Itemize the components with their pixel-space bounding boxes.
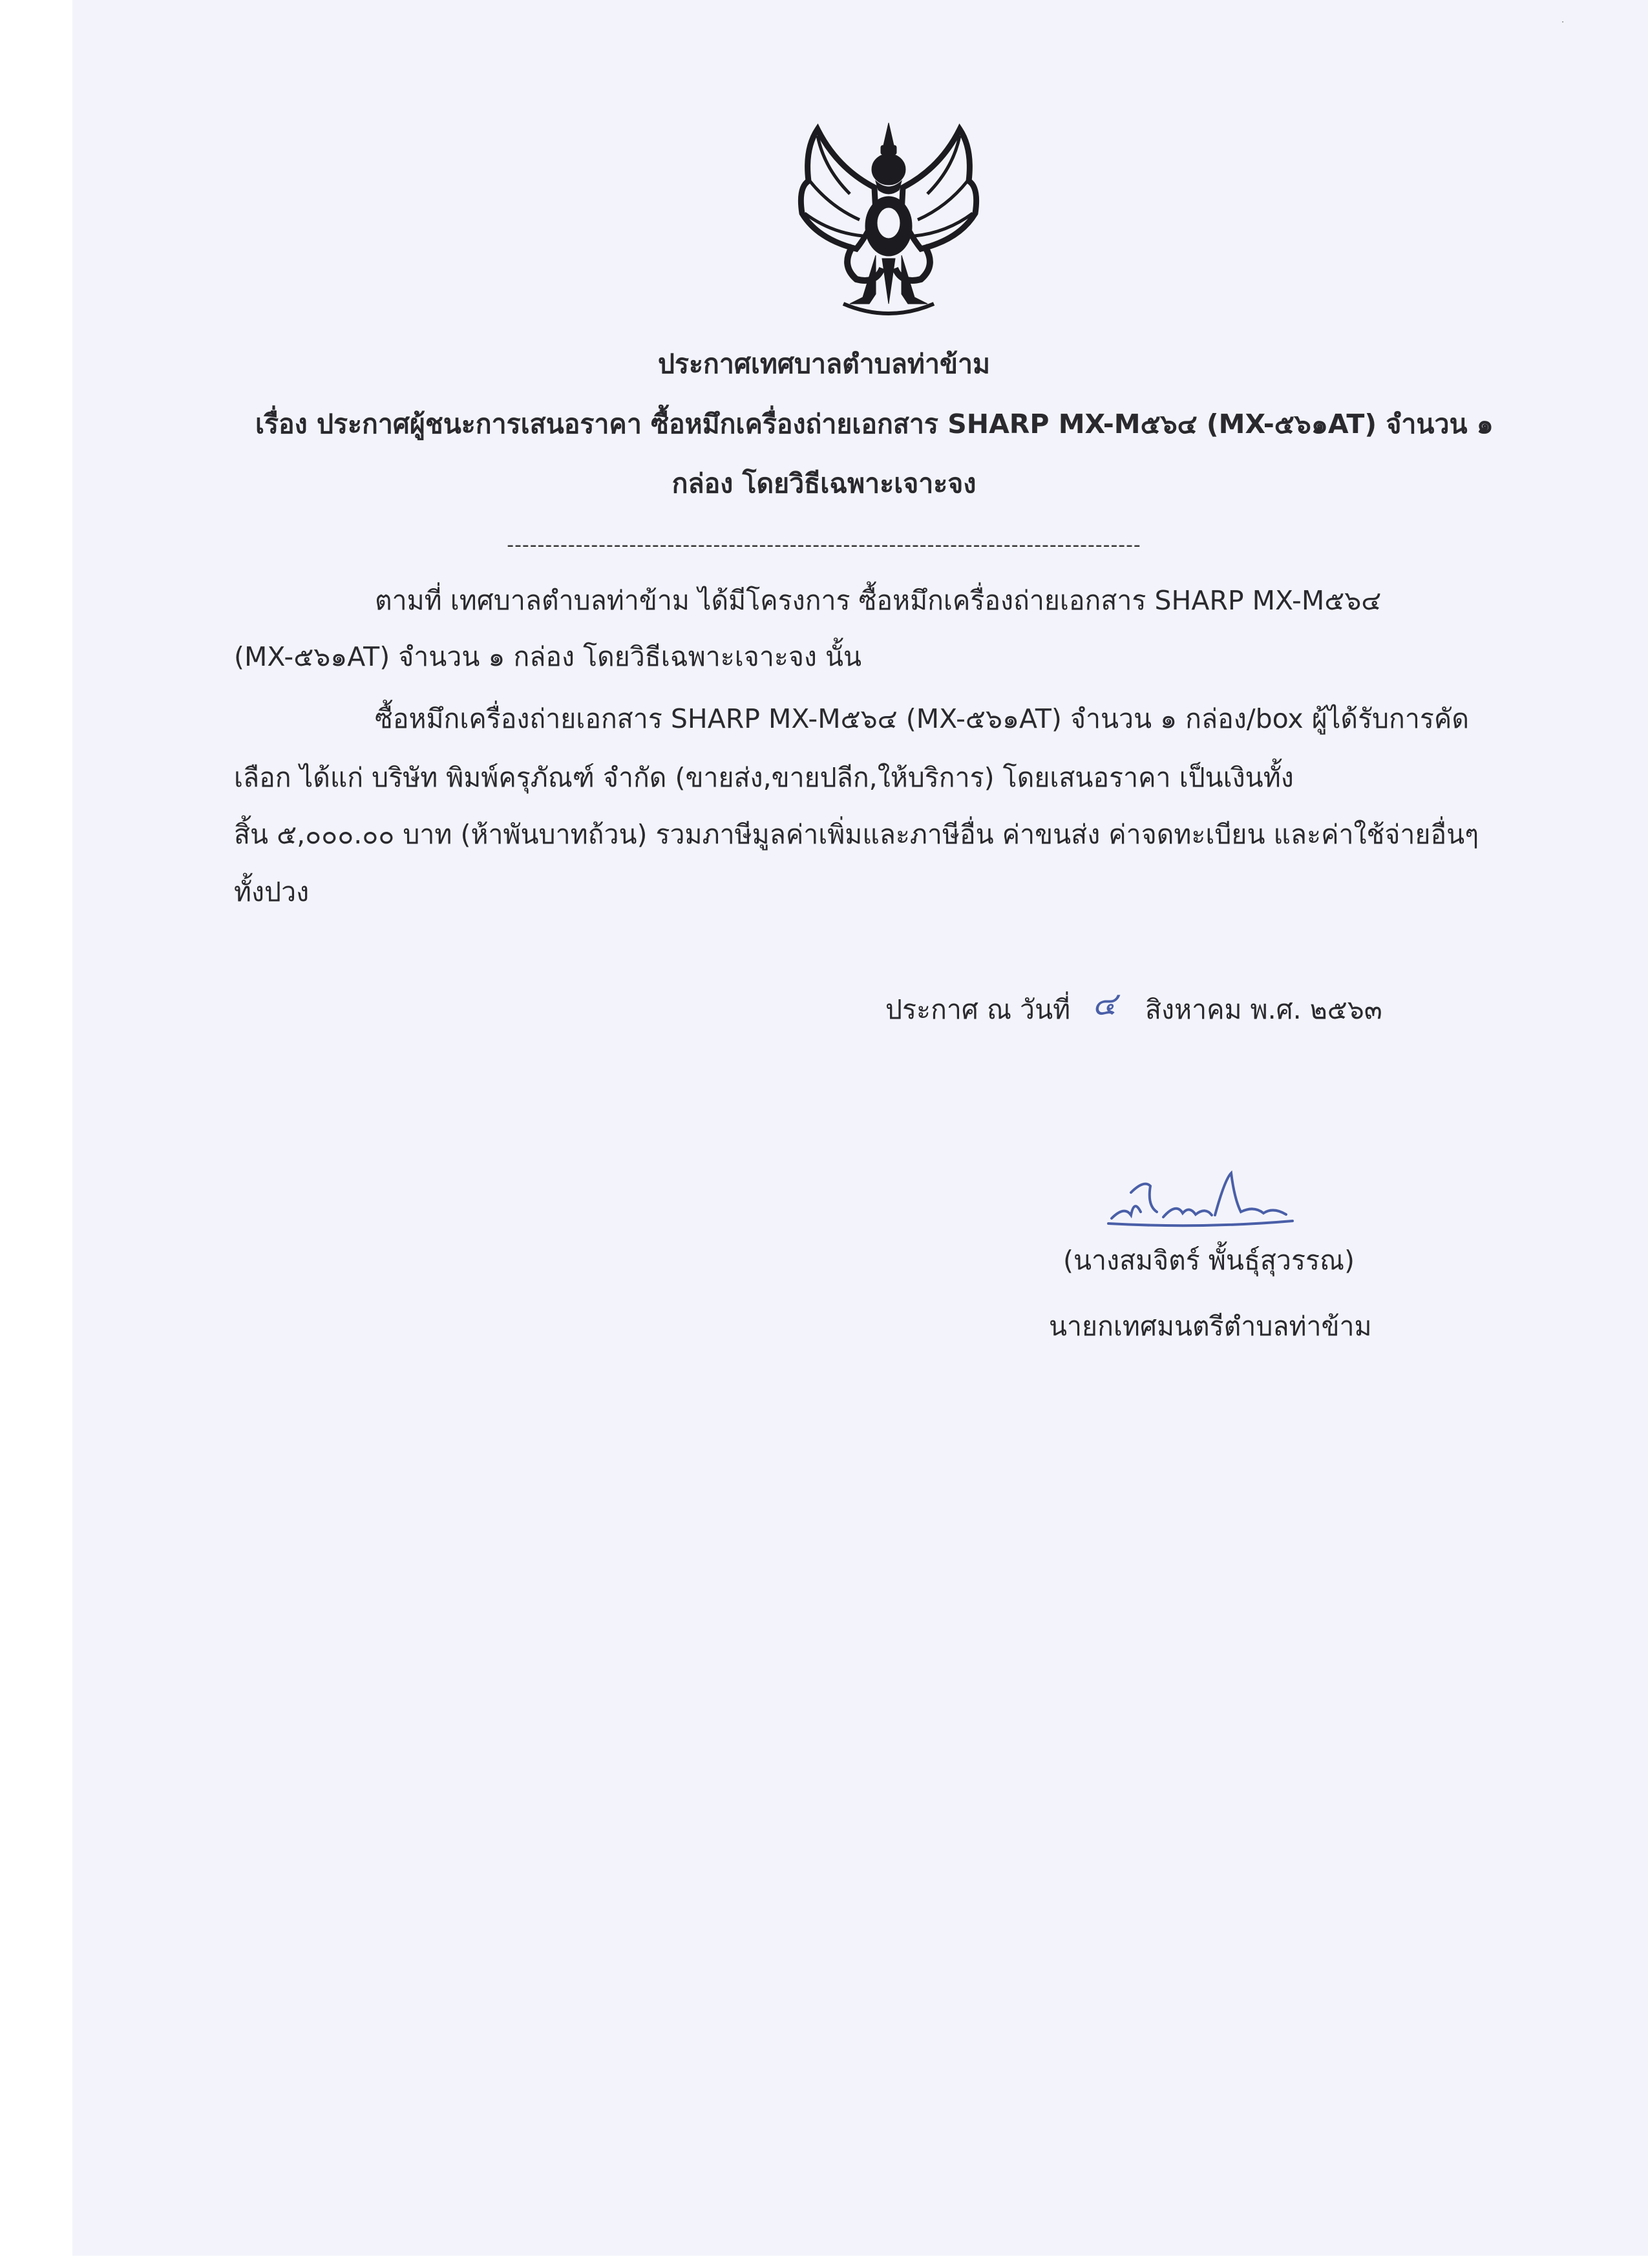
document-page: [72, 0, 1648, 2256]
handwritten-signature: [1105, 1167, 1299, 1238]
paragraph-2-line-3: สิ้น ๕,๐๐๐.๐๐ บาท (ห้าพันบาทถ้วน) รวมภาษีมูลค่าเพิ่มและภาษีอื่น ค่าขนส่ง ค่าจดทะเบียน และค่าใช้จ่ายอื่นๆ: [234, 819, 1479, 850]
signatory-name: (นางสมจิตร์ พั้นธุ์สุวรรณ): [1063, 1245, 1355, 1276]
separator-line: -----------------------------------------------------------------------------------: [507, 534, 1141, 556]
document-title: ประกาศเทศบาลตำบลท่าข้าม: [657, 348, 991, 379]
scan-margin: [0, 0, 72, 2268]
signatory-position: นายกเทศมนตรีตำบลท่าข้าม: [1049, 1311, 1372, 1342]
paragraph-2-line-2: เลือก ได้แก่ บริษัท พิมพ์ครุภัณฑ์ จำกัด (ขายส่ง,ขายปลีก,ให้บริการ) โดยเสนอราคา เป็นเงินทั้ง: [234, 762, 1294, 793]
paragraph-1-line-2: (MX-๕๖๑AT) จำนวน ๑ กล่อง โดยวิธีเฉพาะเจาะจง นั้น: [234, 641, 862, 672]
subject-line-continued: กล่อง โดยวิธีเฉพาะเจาะจง: [671, 468, 977, 499]
subject-line: เรื่อง ประกาศผู้ชนะการเสนอราคา ซื้อหมึกเครื่องถ่ายเอกสาร SHARP MX-M๕๖๔ (MX-๕๖๑AT) จำนวน ๑: [255, 408, 1494, 440]
paragraph-2-line-1: ซื้อหมึกเครื่องถ่ายเอกสาร SHARP MX-M๕๖๔ (MX-๕๖๑AT) จำนวน ๑ กล่อง/box ผู้ได้รับการคัด: [375, 703, 1469, 734]
announcement-date-prefix: ประกาศ ณ วันที่: [885, 994, 1071, 1025]
paragraph-2-line-4: ทั้งปวง: [234, 876, 310, 907]
announcement-month-year: สิงหาคม พ.ศ. ๒๕๖๓: [1145, 994, 1382, 1025]
garuda-emblem-icon: [779, 110, 998, 330]
paragraph-1-line-1: ตามที่ เทศบาลตำบลท่าข้าม ได้มีโครงการ ซื้อหมึกเครื่องถ่ายเอกสาร SHARP MX-M๕๖๔: [375, 585, 1382, 616]
handwritten-day: ๔: [1092, 985, 1117, 1023]
scan-bottom-edge: [0, 2256, 1648, 2268]
